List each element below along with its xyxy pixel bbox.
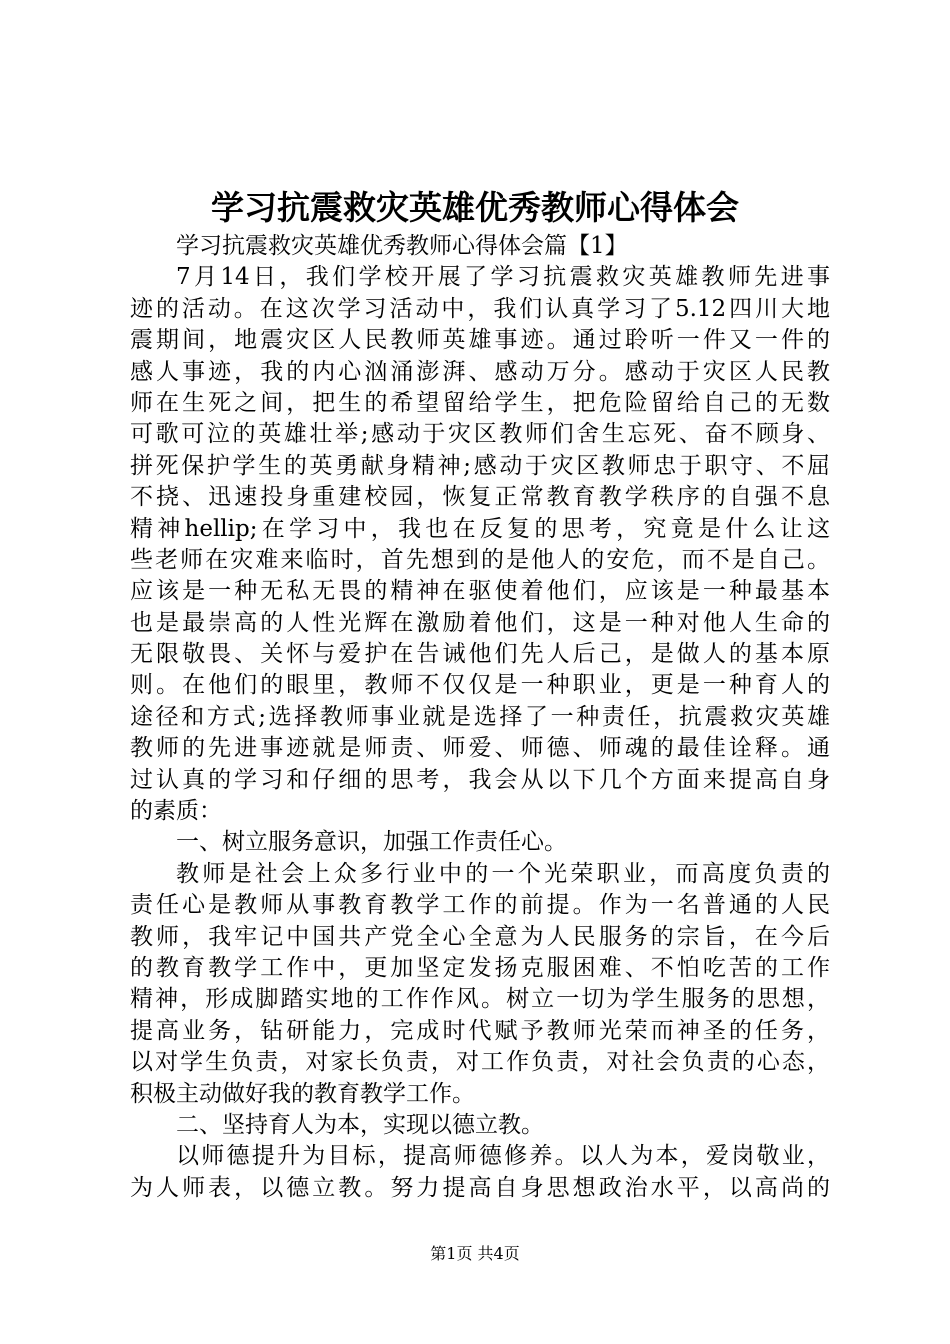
text-line: 以师德提升为目标，提高师德修养。以人为本，爱岗敬业， — [176, 1143, 830, 1170]
text-line: 的教育教学工作中，更加坚定发扬克服困难、不怕吃苦的工作 — [130, 954, 830, 981]
text-line: 教师，我牢记中国共产党全心全意为人民服务的宗旨，在今后 — [130, 923, 830, 950]
text-line: 精神hellip;在学习中，我也在反复的思考，究竟是什么让这 — [130, 515, 830, 542]
text-line: 二、坚持育人为本，实现以德立教。 — [176, 1111, 544, 1138]
text-line: 提高业务，钻研能力，完成时代赋予教师光荣而神圣的任务， — [130, 1017, 830, 1044]
text-line: 一、树立服务意识，加强工作责任心。 — [176, 829, 567, 856]
text-line: 也是最崇高的人性光辉在激励着他们，这是一种对他人生命的 — [130, 609, 830, 636]
text-line: 途径和方式;选择教师事业就是选择了一种责任，抗震救灾英雄 — [130, 703, 830, 730]
text-line: 教师的先进事迹就是师责、师爱、师德、师魂的最佳诠释。通 — [130, 735, 830, 762]
text-line: 积极主动做好我的教育教学工作。 — [130, 1080, 475, 1107]
text-line: 感人事迹，我的内心汹涌澎湃、感动万分。感动于灾区人民教 — [130, 358, 830, 385]
document-body — [130, 231, 830, 1204]
text-line: 学习抗震救灾英雄优秀教师心得体会篇【1】 — [176, 233, 628, 259]
text-line: 的素质： — [130, 798, 222, 825]
text-line: 些老师在灾难来临时，首先想到的是他人的安危，而不是自己。 — [130, 546, 830, 573]
text-line: 震期间，地震灾区人民教师英雄事迹。通过聆听一件又一件的 — [130, 327, 830, 354]
text-line: 7月14日，我们学校开展了学习抗震救灾英雄教师先进事 — [176, 264, 830, 291]
text-line: 可歌可泣的英雄壮举;感动于灾区教师们舍生忘死、奋不顾身、 — [130, 421, 830, 448]
text-line: 应该是一种无私无畏的精神在驱使着他们，应该是一种最基本 — [130, 578, 830, 605]
text-line: 以对学生负责，对家长负责，对工作负责，对社会负责的心态， — [130, 1049, 830, 1076]
document-title: 学习抗震救灾英雄优秀教师心得体会 — [211, 188, 739, 227]
text-line: 过认真的学习和仔细的思考，我会从以下几个方面来提高自身 — [130, 766, 830, 793]
text-line: 师在生死之间，把生的希望留给学生，把危险留给自己的无数 — [130, 389, 830, 416]
page-footer: 第1页 共4页 — [430, 1244, 520, 1263]
text-line: 拼死保护学生的英勇献身精神;感动于灾区教师忠于职守、不屈 — [130, 452, 830, 479]
text-line: 无限敬畏、关怀与爱护在告诫他们先人后己，是做人的基本原 — [130, 641, 830, 668]
text-line: 则。在他们的眼里，教师不仅仅是一种职业，更是一种育人的 — [130, 672, 830, 699]
text-line: 为人师表，以德立教。努力提高自身思想政治水平，以高尚的 — [130, 1174, 830, 1201]
text-line: 精神，形成脚踏实地的工作作风。树立一切为学生服务的思想， — [130, 986, 830, 1013]
text-line: 迹的活动。在这次学习活动中，我们认真学习了5.12四川大地 — [130, 295, 830, 322]
text-line: 教师是社会上众多行业中的一个光荣职业，而高度负责的 — [176, 860, 830, 887]
text-line: 责任心是教师从事教育教学工作的前提。作为一名普通的人民 — [130, 892, 830, 919]
text-line: 不挠、迅速投身重建校园，恢复正常教育教学秩序的自强不息 — [130, 484, 830, 511]
